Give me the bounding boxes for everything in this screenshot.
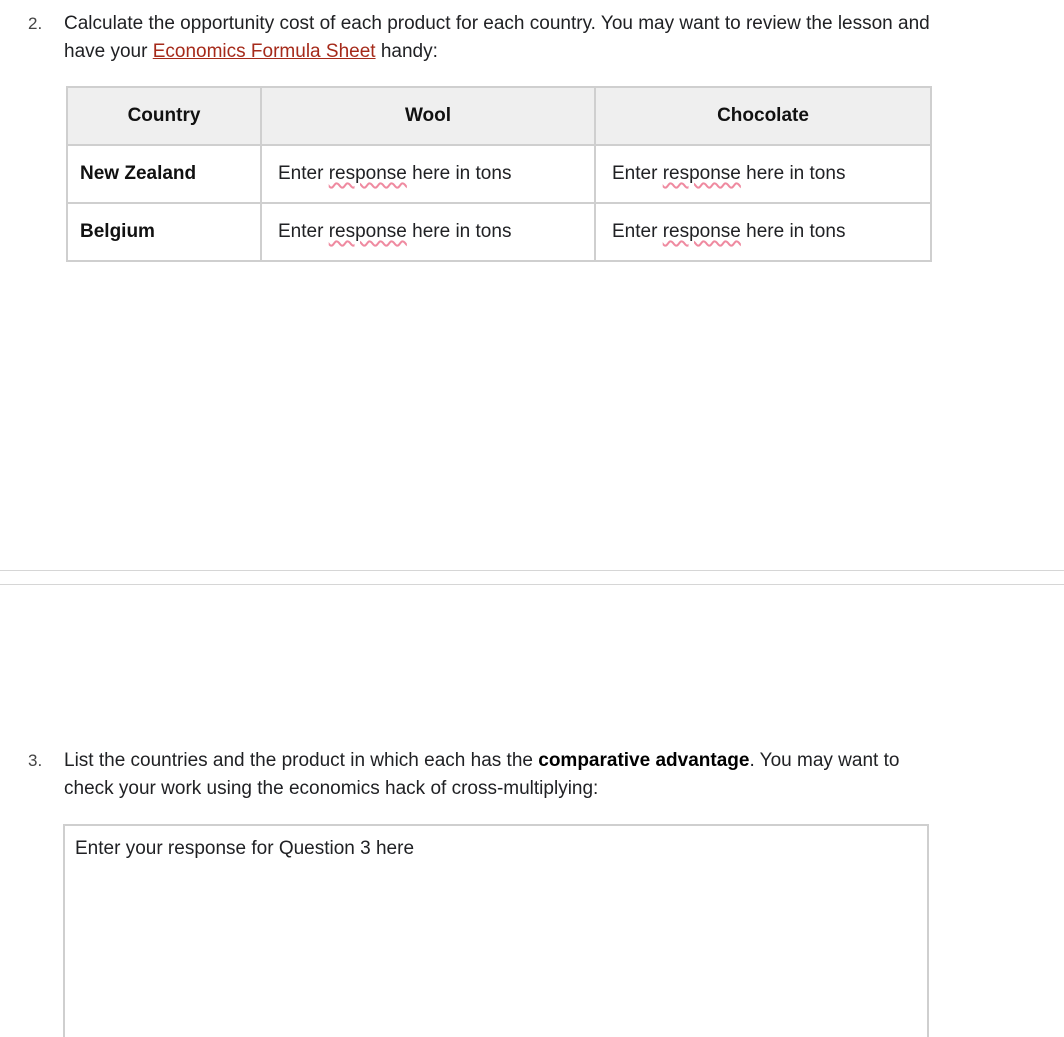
cell-text: here in tons (406, 163, 512, 184)
question-text-part1: List the countries and the product in which each has the (64, 750, 539, 771)
header-wool: Wool (261, 87, 595, 145)
spellcheck-word: response (662, 221, 741, 242)
question-number: 2. (28, 14, 43, 33)
spellcheck-word: response (328, 163, 407, 184)
header-chocolate: Chocolate (595, 87, 931, 145)
country-cell: New Zealand (67, 145, 261, 203)
question-text-part1: Calculate the opportunity cost of each product for each country. You may want to review the lesson and have your (64, 13, 930, 62)
response-placeholder: Enter your response for Question 3 here (75, 838, 415, 859)
wool-response-cell[interactable] (261, 203, 595, 261)
cell-text: Enter (612, 221, 663, 242)
header-country: Country (67, 87, 261, 145)
cell-text: Enter (278, 163, 329, 184)
wool-response-cell[interactable] (261, 145, 595, 203)
chocolate-response-cell[interactable] (595, 203, 931, 261)
question-text-bold: comparative advantage (538, 750, 750, 771)
page-break-bottom (0, 584, 1064, 585)
chocolate-response-cell[interactable] (595, 145, 931, 203)
country-cell: Belgium (67, 203, 261, 261)
table-row (67, 203, 931, 261)
question-3-response-box[interactable] (63, 824, 929, 1037)
question-text (64, 10, 944, 66)
page-break-top (0, 570, 1064, 571)
spellcheck-word: response (662, 163, 741, 184)
cell-text: here in tons (406, 221, 512, 242)
opportunity-cost-table (66, 86, 932, 262)
table-row (67, 145, 931, 203)
spellcheck-word: response (328, 221, 407, 242)
cell-text: here in tons (740, 163, 846, 184)
cell-text: Enter (612, 163, 663, 184)
question-text-part2: handy: (375, 41, 438, 62)
cell-text: Enter (278, 221, 329, 242)
question-text (64, 747, 944, 803)
question-3 (0, 747, 1000, 807)
table-header-row (67, 87, 931, 145)
cell-text: here in tons (740, 221, 846, 242)
economics-formula-sheet-link[interactable]: Economics Formula Sheet (152, 41, 376, 62)
question-number: 3. (28, 751, 43, 770)
question-2 (0, 10, 1000, 70)
question-text-part2: . You may want to check your work using the economics hack of cross-multiplying: (64, 750, 900, 799)
